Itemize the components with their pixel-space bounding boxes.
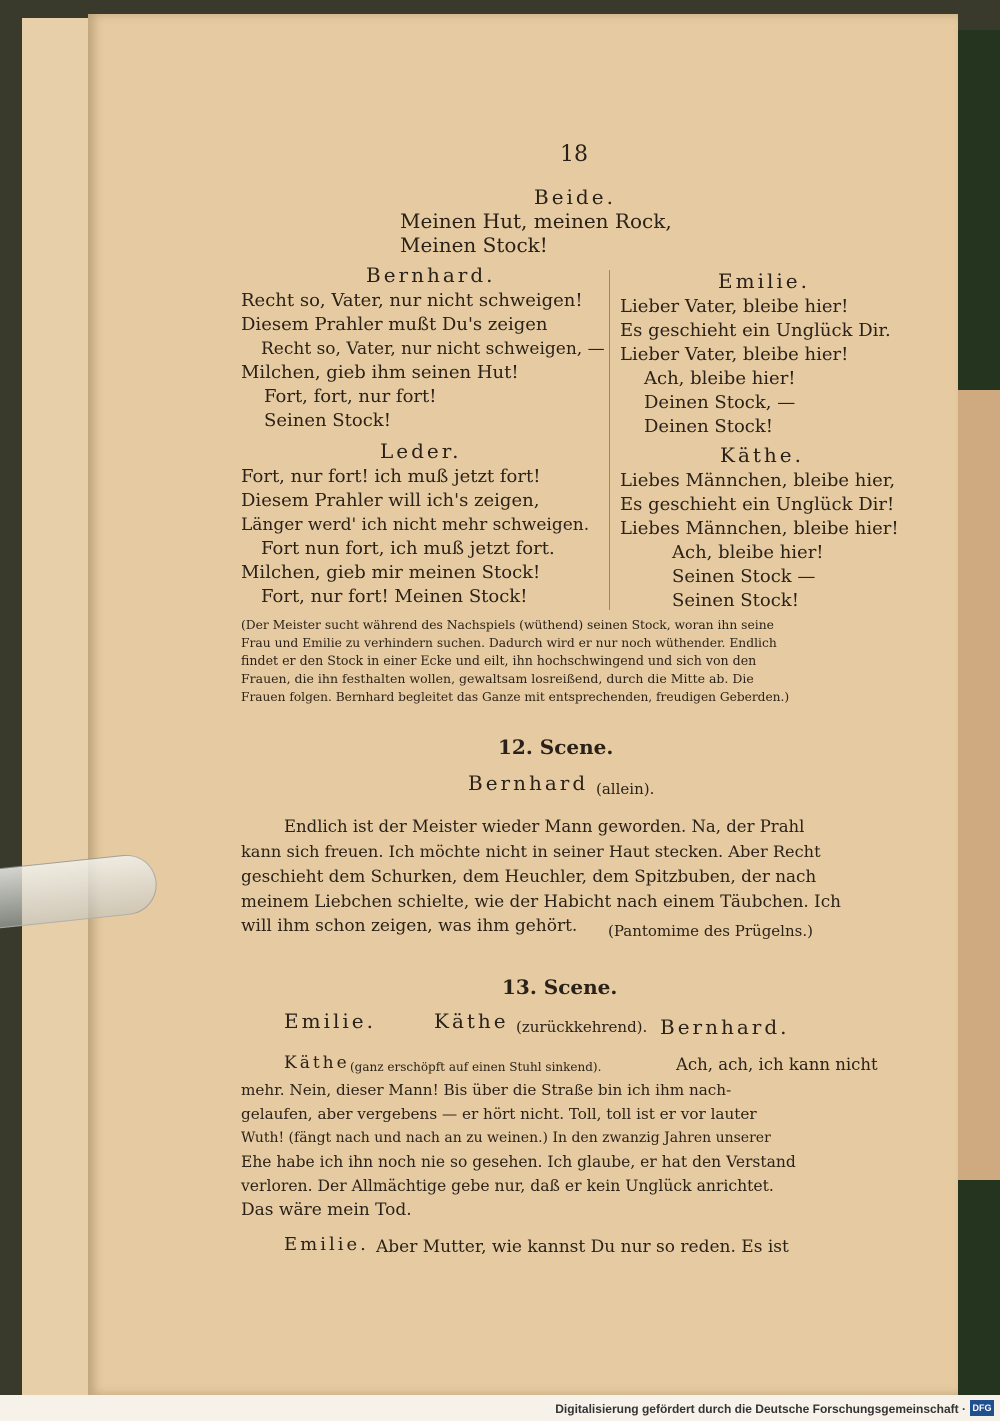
leder-line: Fort nun fort, ich muß jetzt fort. — [261, 538, 555, 559]
stage-direction-line: Frauen folgen. Bernhard begleitet das Ganze mit entsprechenden, freudigen Geberden.) — [241, 690, 790, 704]
emilie-line: Deinen Stock, — — [644, 392, 796, 413]
emilie-line: Deinen Stock! — [644, 416, 774, 437]
kaethe-line: Ach, bleibe hier! — [672, 542, 824, 563]
stage-direction-line: (Der Meister sucht während des Nachspiels (wüthend) seinen Stock, woran ihn seine — [241, 618, 774, 632]
kaethe-line: Seinen Stock — — [672, 566, 816, 587]
kaethe-line: Liebes Männchen, bleibe hier, — [620, 470, 896, 491]
kaethe-line: Liebes Männchen, bleibe hier! — [620, 518, 899, 539]
scene-13-title: 13. Scene. — [502, 975, 618, 999]
footer-credit: Digitalisierung gefördert durch die Deutsche Forschungsgemeinschaft · — [555, 1402, 966, 1416]
stage-direction-line: Frau und Emilie zu verhindern suchen. Dadurch wird er nur noch wüthender. Endlich — [241, 636, 777, 650]
emilie-line: Lieber Vater, bleibe hier! — [620, 344, 849, 365]
scene-12-title: 12. Scene. — [498, 735, 614, 759]
book-page — [88, 14, 958, 1395]
beide-line: Meinen Stock! — [400, 233, 548, 257]
scene-12-text-line: will ihm schon zeigen, was ihm gehört. — [241, 916, 578, 936]
column-divider — [609, 270, 610, 610]
speaker-kaethe: Käthe. — [720, 443, 804, 467]
scene-12-speaker: Bernhard — [468, 771, 589, 795]
left-card-edge — [22, 18, 92, 1395]
scene-12-text-line: geschieht dem Schurken, dem Heuchler, dem Spitzbuben, der nach — [241, 866, 817, 886]
leder-line: Fort, nur fort! ich muß jetzt fort! — [241, 466, 541, 487]
scene-13-kaethe-text-line: Wuth! (fängt nach und nach an zu weinen.) In den zwanzig Jahren unserer — [241, 1130, 771, 1146]
speaker-emilie: Emilie. — [718, 269, 810, 293]
leder-line: Länger werd' ich nicht mehr schweigen. — [241, 515, 590, 535]
scene-13-kaethe-text-line: verloren. Der Allmächtige gebe nur, daß er kein Unglück anrichtet. — [241, 1177, 774, 1195]
speaker-beide: Beide. — [534, 185, 616, 209]
leder-line: Milchen, gieb mir meinen Stock! — [241, 562, 541, 583]
scene-13-kaethe-text-line: gelaufen, aber vergebens — er hört nicht. Toll, toll ist er vor lauter — [241, 1105, 757, 1123]
scene-13-kaethe-text: Ach, ach, ich kann nicht — [676, 1055, 878, 1074]
scene-13-emilie-text: Aber Mutter, wie kannst Du nur so reden. Es ist — [376, 1237, 789, 1257]
scene-13-kaethe-text-line: mehr. Nein, dieser Mann! Bis über die Straße bin ich ihm nach- — [241, 1081, 732, 1099]
bernhard-line: Diesem Prahler mußt Du's zeigen — [241, 314, 548, 335]
scene-13-cast-emilie: Emilie. — [284, 1009, 376, 1033]
emilie-line: Lieber Vater, bleibe hier! — [620, 296, 849, 317]
scene-12-text-line: kann sich freuen. Ich möchte nicht in seiner Haut stecken. Aber Recht — [241, 842, 821, 861]
bernhard-line: Seinen Stock! — [264, 410, 391, 431]
emilie-line: Ach, bleibe hier! — [644, 368, 796, 389]
scene-12-closing-direction: (Pantomime des Prügelns.) — [608, 922, 813, 940]
stage-direction-line: findet er den Stock in einer Ecke und eilt, ihn hochschwingend und sich von den — [241, 653, 757, 668]
bernhard-line: Recht so, Vater, nur nicht schweigen! — [241, 290, 583, 311]
leder-line: Fort, nur fort! Meinen Stock! — [261, 586, 528, 607]
leder-line: Diesem Prahler will ich's zeigen, — [241, 490, 540, 511]
stage-direction-line: Frauen, die ihn festhalten wollen, gewaltsam losreißend, durch die Mitte ab. Die — [241, 671, 754, 686]
scene-12-text-line: meinem Liebchen schielte, wie der Habicht nach einem Täubchen. Ich — [241, 891, 841, 911]
scene-13-cast-kaethe-note: (zurückkehrend). — [516, 1018, 648, 1036]
page-number: 18 — [560, 142, 588, 167]
scene-13-kaethe-note: (ganz erschöpft auf einen Stuhl sinkend). — [350, 1060, 602, 1074]
scene-13-kaethe-speaker: Käthe — [284, 1053, 350, 1073]
speaker-leder: Leder. — [380, 439, 462, 463]
emilie-line: Es geschieht ein Unglück Dir. — [620, 320, 891, 341]
kaethe-line: Seinen Stock! — [672, 590, 799, 611]
scene-13-kaethe-text-line: Ehe habe ich ihn noch nie so gesehen. Ich glaube, er hat den Verstand — [241, 1153, 796, 1171]
scene-12-text-line: Endlich ist der Meister wieder Mann geworden. Na, der Prahl — [284, 817, 805, 836]
scene-13-cast-kaethe: Käthe — [434, 1009, 509, 1033]
bernhard-line: Milchen, gieb ihm seinen Hut! — [241, 362, 519, 383]
bernhard-line: Fort, fort, nur fort! — [264, 386, 437, 407]
bernhard-line: Recht so, Vater, nur nicht schweigen, — — [261, 339, 605, 359]
scene-13-kaethe-text-line: Das wäre mein Tod. — [241, 1200, 412, 1220]
scene-13-cast-bernhard: Bernhard. — [660, 1015, 790, 1039]
dfg-logo-icon: DFG — [970, 1400, 994, 1416]
speaker-bernhard: Bernhard. — [366, 263, 496, 287]
scene-12-speaker-note: (allein). — [596, 780, 655, 798]
beide-line: Meinen Hut, meinen Rock, — [400, 209, 672, 233]
kaethe-line: Es geschieht ein Unglück Dir! — [620, 494, 895, 515]
scene-13-emilie-speaker: Emilie. — [284, 1234, 369, 1255]
right-card-edge — [958, 390, 1000, 1180]
